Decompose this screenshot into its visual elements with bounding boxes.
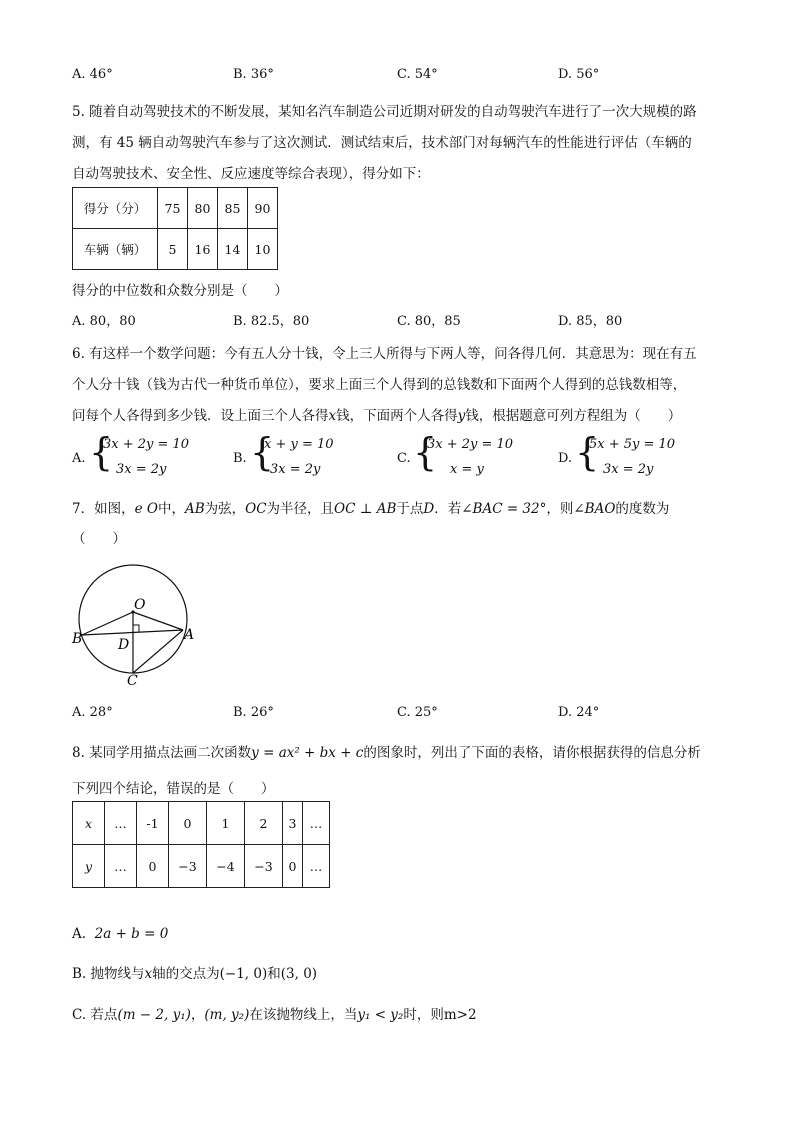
q7-option-c: C. 25° <box>397 705 438 720</box>
table-cell: 0 <box>283 845 303 888</box>
q8-text-line1: 8. 某同学用描点法画二次函数y = ax² + bx + c的图象时，列出了下面的表格，请你根据获得的信息分析 <box>72 745 701 761</box>
table-cell: 75 <box>158 188 188 229</box>
q6-option-b-eq2: 3x = 2y <box>270 462 321 477</box>
table-cell: 1 <box>207 802 245 845</box>
q5-option-b: B. 82.5，80 <box>233 314 310 329</box>
q6-text-line2: 个人分十钱（钱为古代一种货币单位），要求上面三个人得到的总钱数和下面两个人得到的总钱数相等， <box>72 377 687 393</box>
q5-option-c: C. 80，85 <box>397 314 461 329</box>
segment-oa <box>133 612 183 630</box>
q5-text-line2: 测，有 45 辆自动驾驶汽车参与了这次测试．测试结束后，技术部门对每辆汽车的性能进行评估（车辆的 <box>72 135 692 151</box>
label-o: O <box>134 597 146 613</box>
q8-value-table <box>72 801 330 888</box>
table-cell: … <box>105 802 137 845</box>
q6-option-a-label: A. <box>72 451 86 466</box>
q8-option-c: C. 若点(m − 2, y₁)，(m, y₂)在该抛物线上，当y₁ < y₂时，则m>2 <box>72 1007 477 1023</box>
table-cell: x <box>73 802 105 845</box>
table-cell: … <box>105 845 137 888</box>
q4-option-d: D. 56° <box>558 67 600 82</box>
table-cell: −4 <box>207 845 245 888</box>
label-c: C <box>127 673 138 688</box>
q6-text-line1: 6. 有这样一个数学问题：今有五人分十钱，令上三人所得与下两人等，问各得几何．其意思为：现在有五 <box>72 346 697 362</box>
label-b: B <box>72 631 83 647</box>
brace-icon: { <box>250 430 275 474</box>
q6-text-line3: 问每个人各得到多少钱．设上面三个人各得x钱，下面两个人各得y钱，根据题意可列方程组为（ ） <box>72 408 682 424</box>
q6-option-c-label: C. <box>397 451 411 466</box>
brace-icon: { <box>413 430 438 474</box>
q5-score-table <box>72 187 278 270</box>
table-cell: 90 <box>248 188 278 229</box>
segment-bo <box>82 612 133 635</box>
table-cell: −3 <box>169 845 207 888</box>
q4-option-b: B. 36° <box>233 67 274 82</box>
q5-option-a: A. 80，80 <box>72 314 136 329</box>
q5-text-line3: 自动驾驶技术、安全性、反应速度等综合表现），得分如下： <box>72 166 430 182</box>
table-cell: 85 <box>218 188 248 229</box>
q6-option-a-eq1: 3x + 2y = 10 <box>103 437 190 452</box>
table-cell: 5 <box>158 229 188 270</box>
q6-option-a-eq2: 3x = 2y <box>116 462 167 477</box>
table-cell: -1 <box>137 802 169 845</box>
table-cell: 2 <box>245 802 283 845</box>
q6-option-d-eq2: 3x = 2y <box>603 462 654 477</box>
q4-option-a: A. 46° <box>72 67 113 82</box>
q5-question: 得分的中位数和众数分别是（ ） <box>72 283 288 299</box>
q7-option-d: D. 24° <box>558 705 600 720</box>
q6-option-b-label: B. <box>233 451 247 466</box>
table-cell: 3 <box>283 802 303 845</box>
q6-option-c-eq1: 3x + 2y = 10 <box>427 437 514 452</box>
q8-text-line2: 下列四个结论，错误的是（ ） <box>72 781 275 797</box>
q7-option-a: A. 28° <box>72 705 113 720</box>
q7-circle-figure <box>66 558 206 688</box>
table-cell: 80 <box>188 188 218 229</box>
table-cell: 得分（分） <box>73 188 158 229</box>
table-cell: 0 <box>137 845 169 888</box>
q5-text-line1: 5. 随着自动驾驶技术的不断发展，某知名汽车制造公司近期对研发的自动驾驶汽车进行了一次大规模的路 <box>72 104 697 120</box>
right-angle-mark <box>133 625 139 632</box>
q6-option-d-label: D. <box>558 451 573 466</box>
table-cell: … <box>303 802 330 845</box>
q5-option-d: D. 85，80 <box>558 314 623 329</box>
label-d: D <box>118 637 130 653</box>
table-cell: y <box>73 845 105 888</box>
label-a: A <box>184 627 195 643</box>
q4-option-c: C. 54° <box>397 67 438 82</box>
table-cell: 14 <box>218 229 248 270</box>
q6-option-d-eq1: 5x + 5y = 10 <box>589 437 676 452</box>
table-cell: 16 <box>188 229 218 270</box>
q7-text-line1: 7．如图，e O中，AB为弦，OC为半径，且OC ⊥ AB于点D．若∠BAC = 32°，则∠BAO的度数为 <box>72 501 670 517</box>
q8-option-a: A. 2a + b = 0 <box>72 926 169 942</box>
table-cell: … <box>303 845 330 888</box>
q6-option-b-eq1: x + y = 10 <box>264 437 334 452</box>
table-cell: 车辆（辆） <box>73 229 158 270</box>
q7-text-line2: （ ） <box>72 531 126 547</box>
table-cell: 0 <box>169 802 207 845</box>
q7-option-b: B. 26° <box>233 705 274 720</box>
table-cell: −3 <box>245 845 283 888</box>
brace-icon: { <box>89 430 114 474</box>
brace-icon: { <box>575 430 600 474</box>
q6-option-c-eq2: x = y <box>450 462 484 477</box>
q8-option-b: B. 抛物线与x轴的交点为(−1, 0)和(3, 0) <box>72 966 318 982</box>
table-cell: 10 <box>248 229 278 270</box>
